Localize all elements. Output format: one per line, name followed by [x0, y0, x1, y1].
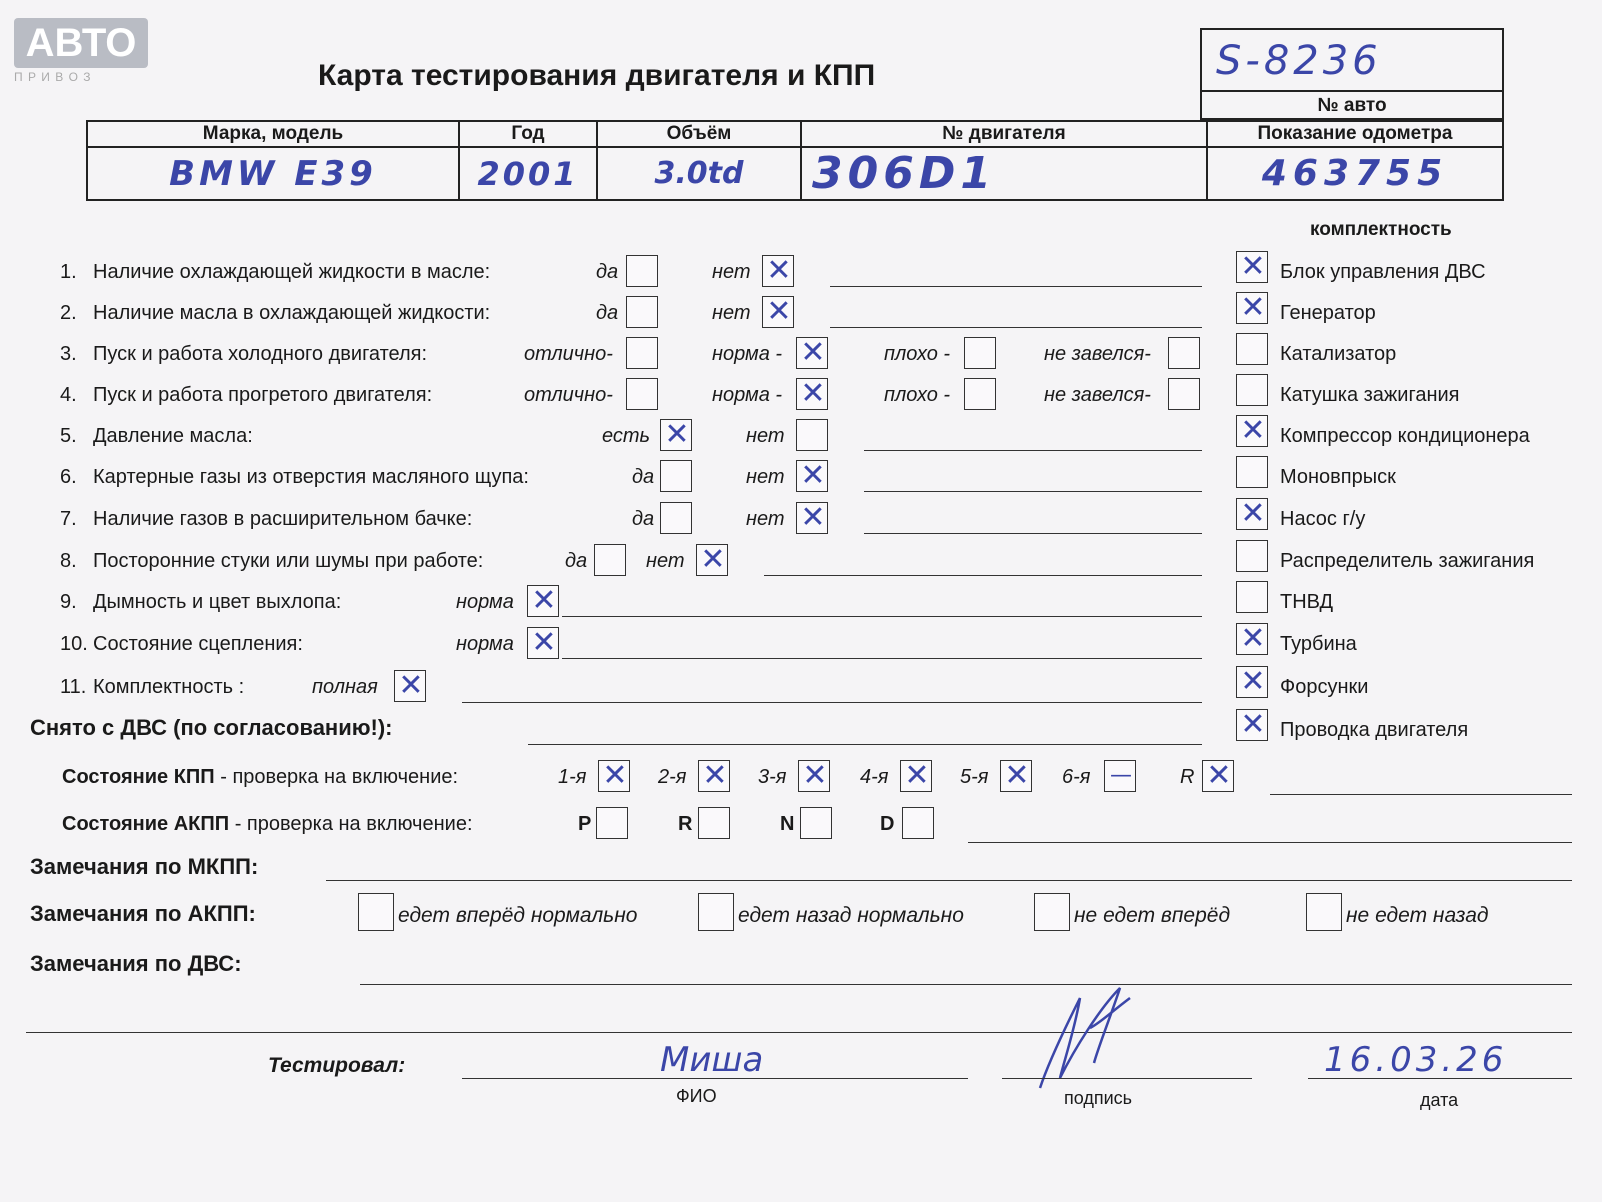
- q1-yes-checkbox[interactable]: [626, 255, 658, 287]
- q6-opt-yes: да: [632, 466, 655, 488]
- q6-number: 6.: [60, 466, 77, 488]
- check-mark: ✕: [702, 758, 728, 793]
- gear-6-label: 6-я: [1062, 766, 1091, 788]
- check-mark: ✕: [800, 458, 826, 493]
- kpp-label: [62, 765, 458, 789]
- akpp-label-bold: Состояние АКПП: [62, 813, 230, 835]
- q3-opt-normal: норма -: [712, 343, 783, 365]
- odometer-value: 463755: [1261, 153, 1449, 194]
- akpp-r-label: R: [678, 813, 693, 835]
- q8-yes-checkbox[interactable]: [594, 544, 626, 576]
- komplekt-checkbox-10[interactable]: [1236, 623, 1268, 655]
- check-mark: ✕: [531, 583, 557, 618]
- gear-4-checkbox[interactable]: [900, 760, 932, 792]
- model-value: BMW E39: [169, 153, 377, 194]
- signature-line: [1002, 1078, 1252, 1079]
- mkpp-remarks-line: [326, 880, 1572, 881]
- gear-3-label: 3-я: [758, 766, 787, 788]
- q2-text: Наличие масла в охлаждающей жидкости:: [93, 302, 491, 324]
- komplekt-checkbox-12[interactable]: [1236, 709, 1268, 741]
- auto-number-box: [1200, 28, 1504, 120]
- check-mark: ✕: [1240, 621, 1266, 656]
- q7-number: 7.: [60, 508, 77, 530]
- komplekt-label-11: Форсунки: [1280, 676, 1369, 698]
- removed-from-engine-label: Снято с ДВС (по согласованию!):: [30, 715, 393, 740]
- q7-text: Наличие газов в расширительном бачке:: [93, 508, 473, 530]
- engine-remarks-label: Замечания по ДВС:: [30, 951, 242, 976]
- q4-normal-checkbox[interactable]: [796, 378, 828, 410]
- fio-line: [462, 1078, 968, 1079]
- q9-text: Дымность и цвет выхлопа:: [93, 591, 342, 613]
- q11-text: Комплектность :: [93, 676, 245, 698]
- signature-label: подпись: [1064, 1088, 1133, 1108]
- check-mark: ✕: [1206, 758, 1232, 793]
- q1-number: 1.: [60, 261, 77, 283]
- q4-text: Пуск и работа прогретого двигателя:: [93, 384, 433, 406]
- gear-r-label: R: [1180, 766, 1195, 788]
- check-mark: ✕: [800, 500, 826, 535]
- q5-number: 5.: [60, 425, 77, 447]
- q4-opt-bad: плохо -: [884, 384, 951, 406]
- komplekt-checkbox-8[interactable]: [1236, 540, 1268, 572]
- q5-text: Давление масла:: [93, 425, 253, 447]
- komplekt-label-7: Насос г/у: [1280, 508, 1366, 530]
- akpp-d-label: D: [880, 813, 895, 835]
- q4-opt-nostart: не завелся-: [1044, 384, 1151, 406]
- dash-mark: —: [1110, 763, 1132, 788]
- check-mark: ✕: [1240, 249, 1266, 284]
- akpp-label-rest: - проверка на включение:: [229, 813, 473, 835]
- check-mark: ✕: [766, 253, 792, 288]
- q11-full-checkbox[interactable]: [394, 670, 426, 702]
- komplekt-checkbox-5[interactable]: [1236, 415, 1268, 447]
- kpp-notes-line: [1270, 794, 1572, 795]
- q2-notes-line: [830, 327, 1202, 328]
- gear-r-checkbox[interactable]: [1202, 760, 1234, 792]
- header-col-volume: Объём: [597, 121, 801, 147]
- komplekt-label-10: Турбина: [1280, 633, 1357, 655]
- q11-opt-full: полная: [312, 676, 378, 698]
- akpp-no-forward-label: не едет вперёд: [1074, 904, 1231, 927]
- q7-no-checkbox[interactable]: [796, 502, 828, 534]
- akpp-p-checkbox[interactable]: [596, 807, 628, 839]
- gear-4-label: 4-я: [860, 766, 889, 788]
- q4-opt-excellent: отлично-: [524, 384, 613, 406]
- q11-notes-line: [462, 702, 1202, 703]
- q4-excellent-checkbox[interactable]: [626, 378, 658, 410]
- page-title: Карта тестирования двигателя и КПП: [318, 59, 876, 92]
- akpp-forward-ok-checkbox[interactable]: [358, 893, 394, 931]
- akpp-label: [62, 812, 473, 836]
- akpp-back-ok-checkbox[interactable]: [698, 893, 734, 931]
- q6-yes-checkbox[interactable]: [660, 460, 692, 492]
- q9-notes-line: [562, 616, 1202, 617]
- komplekt-checkbox-4[interactable]: [1236, 374, 1268, 406]
- komplekt-label-12: Проводка двигателя: [1280, 719, 1469, 741]
- header-col-engine-no: № двигателя: [801, 121, 1207, 147]
- q10-text: Состояние сцепления:: [93, 633, 303, 655]
- kpp-label-bold: Состояние КПП: [62, 766, 215, 788]
- q2-yes-checkbox[interactable]: [626, 296, 658, 328]
- komplekt-label-1: Блок управления ДВС: [1280, 261, 1486, 283]
- gear-6-checkbox[interactable]: [1104, 760, 1136, 792]
- komplekt-label-3: Катализатор: [1280, 343, 1397, 365]
- check-mark: ✕: [800, 335, 826, 370]
- gear-5-checkbox[interactable]: [1000, 760, 1032, 792]
- komplekt-checkbox-11[interactable]: [1236, 666, 1268, 698]
- auto-number-value: S-8236: [1216, 38, 1382, 84]
- logo: [14, 18, 154, 84]
- q8-opt-yes: да: [565, 550, 588, 572]
- logo-text: АВТО: [14, 18, 148, 68]
- q6-opt-no: нет: [746, 466, 785, 488]
- header-col-model: Марка, модель: [87, 121, 459, 147]
- logo-subtext: П Р И В О З: [14, 70, 92, 84]
- engine-no-value: 306D1: [812, 148, 996, 199]
- auto-number-label: № авто: [1317, 95, 1387, 116]
- tested-by-label: Тестировал:: [268, 1054, 406, 1077]
- gear-2-checkbox[interactable]: [698, 760, 730, 792]
- akpp-n-checkbox[interactable]: [800, 807, 832, 839]
- q7-opt-yes: да: [632, 508, 655, 530]
- q6-notes-line: [864, 491, 1202, 492]
- header-col-year: Год: [459, 121, 597, 147]
- q5-no-checkbox[interactable]: [796, 419, 828, 451]
- check-mark: ✕: [531, 625, 557, 660]
- akpp-no-back-checkbox[interactable]: [1306, 893, 1342, 931]
- q3-opt-excellent: отлично-: [524, 343, 613, 365]
- check-mark: ✕: [1240, 664, 1266, 699]
- q3-normal-checkbox[interactable]: [796, 337, 828, 369]
- akpp-no-forward-checkbox[interactable]: [1034, 893, 1070, 931]
- q8-no-checkbox[interactable]: [696, 544, 728, 576]
- q9-number: 9.: [60, 591, 77, 613]
- year-value: 2001: [477, 154, 579, 193]
- q2-opt-no: нет: [712, 302, 751, 324]
- q4-opt-normal: норма -: [712, 384, 783, 406]
- header-table: [86, 120, 1504, 201]
- q5-opt-yes: есть: [602, 425, 651, 447]
- komplekt-checkbox-9[interactable]: [1236, 581, 1268, 613]
- engine-remarks-line-1: [360, 984, 1572, 985]
- q7-opt-no: нет: [746, 508, 785, 530]
- akpp-d-checkbox[interactable]: [902, 807, 934, 839]
- q11-number: 11.: [60, 676, 87, 698]
- q7-yes-checkbox[interactable]: [660, 502, 692, 534]
- check-mark: ✕: [1004, 758, 1030, 793]
- akpp-forward-ok-label: едет вперёд нормально: [398, 904, 638, 927]
- q8-opt-no: нет: [646, 550, 685, 572]
- date-label: дата: [1420, 1090, 1459, 1110]
- akpp-n-label: N: [780, 813, 795, 835]
- check-mark: ✕: [800, 376, 826, 411]
- q3-nostart-checkbox[interactable]: [1168, 337, 1200, 369]
- komplekt-label-2: Генератор: [1280, 302, 1376, 324]
- q3-bad-checkbox[interactable]: [964, 337, 996, 369]
- komplektnost-title: комплектность: [1310, 219, 1452, 240]
- q7-notes-line: [864, 533, 1202, 534]
- date-value: 16.03.26: [1324, 1040, 1508, 1080]
- komplekt-label-5: Компрессор кондиционера: [1280, 425, 1530, 447]
- akpp-no-back-label: не едет назад: [1346, 904, 1489, 927]
- fio-label: ФИО: [676, 1086, 717, 1106]
- gear-2-label: 2-я: [658, 766, 687, 788]
- q4-number: 4.: [60, 384, 77, 406]
- komplekt-checkbox-3[interactable]: [1236, 333, 1268, 365]
- engine-remarks-line-2: [26, 1032, 1572, 1033]
- akpp-back-ok-label: едет назад нормально: [738, 904, 964, 927]
- q4-nostart-checkbox[interactable]: [1168, 378, 1200, 410]
- q1-opt-no: нет: [712, 261, 751, 283]
- q2-opt-yes: да: [596, 302, 619, 324]
- komplekt-checkbox-7[interactable]: [1236, 498, 1268, 530]
- mkpp-remarks-label: Замечания по МКПП:: [30, 854, 259, 879]
- gear-1-checkbox[interactable]: [598, 760, 630, 792]
- q9-opt-normal: норма: [456, 591, 514, 613]
- q8-notes-line: [764, 575, 1202, 576]
- check-mark: ✕: [766, 294, 792, 329]
- check-mark: ✕: [802, 758, 828, 793]
- q3-excellent-checkbox[interactable]: [626, 337, 658, 369]
- komplekt-checkbox-1[interactable]: [1236, 251, 1268, 283]
- q3-number: 3.: [60, 343, 77, 365]
- akpp-r-checkbox[interactable]: [698, 807, 730, 839]
- check-mark: ✕: [1240, 413, 1266, 448]
- q2-no-checkbox[interactable]: [762, 296, 794, 328]
- komplekt-label-6: Моновпрыск: [1280, 466, 1396, 488]
- check-mark: ✕: [1240, 290, 1266, 325]
- q1-notes-line: [830, 286, 1202, 287]
- gear-5-label: 5-я: [960, 766, 989, 788]
- q5-notes-line: [864, 450, 1202, 451]
- q2-number: 2.: [60, 302, 77, 324]
- q3-opt-nostart: не завелся-: [1044, 343, 1151, 365]
- q1-text: Наличие охлаждающей жидкости в масле:: [93, 261, 491, 283]
- q5-yes-checkbox[interactable]: [660, 419, 692, 451]
- check-mark: ✕: [1240, 707, 1266, 742]
- gear-3-checkbox[interactable]: [798, 760, 830, 792]
- removed-from-engine-line: [528, 744, 1202, 745]
- check-mark: ✕: [904, 758, 930, 793]
- q8-number: 8.: [60, 550, 77, 572]
- check-mark: ✕: [602, 758, 628, 793]
- q1-opt-yes: да: [596, 261, 619, 283]
- q10-opt-normal: норма: [456, 633, 514, 655]
- q5-opt-no: нет: [746, 425, 785, 447]
- q4-bad-checkbox[interactable]: [964, 378, 996, 410]
- kpp-label-rest: - проверка на включение:: [214, 766, 459, 788]
- q6-text: Картерные газы из отверстия масляного щупа:: [93, 466, 529, 488]
- q6-no-checkbox[interactable]: [796, 460, 828, 492]
- akpp-remarks-label: Замечания по АКПП:: [30, 901, 256, 926]
- q10-notes-line: [562, 658, 1202, 659]
- check-mark: ✕: [398, 668, 424, 703]
- q3-opt-bad: плохо -: [884, 343, 951, 365]
- gear-1-label: 1-я: [558, 766, 587, 788]
- komplekt-label-4: Катушка зажигания: [1280, 384, 1460, 406]
- komplekt-checkbox-6[interactable]: [1236, 456, 1268, 488]
- akpp-p-label: P: [578, 813, 592, 835]
- q1-no-checkbox[interactable]: [762, 255, 794, 287]
- volume-value: 3.0td: [654, 156, 744, 191]
- komplekt-label-8: Распределитель зажигания: [1280, 550, 1535, 572]
- check-mark: ✕: [700, 542, 726, 577]
- header-col-odometer: Показание одометра: [1207, 121, 1503, 147]
- komplekt-checkbox-2[interactable]: [1236, 292, 1268, 324]
- check-mark: ✕: [1240, 496, 1266, 531]
- akpp-notes-line: [968, 842, 1572, 843]
- q9-normal-checkbox[interactable]: [527, 585, 559, 617]
- komplekt-label-9: ТНВД: [1280, 591, 1334, 613]
- q3-text: Пуск и работа холодного двигателя:: [93, 343, 428, 365]
- q8-text: Посторонние стуки или шумы при работе:: [93, 550, 484, 572]
- date-line: [1308, 1078, 1572, 1079]
- q10-number: 10.: [60, 633, 88, 655]
- q10-normal-checkbox[interactable]: [527, 627, 559, 659]
- tester-name-value: Миша: [660, 1040, 764, 1080]
- check-mark: ✕: [664, 417, 690, 452]
